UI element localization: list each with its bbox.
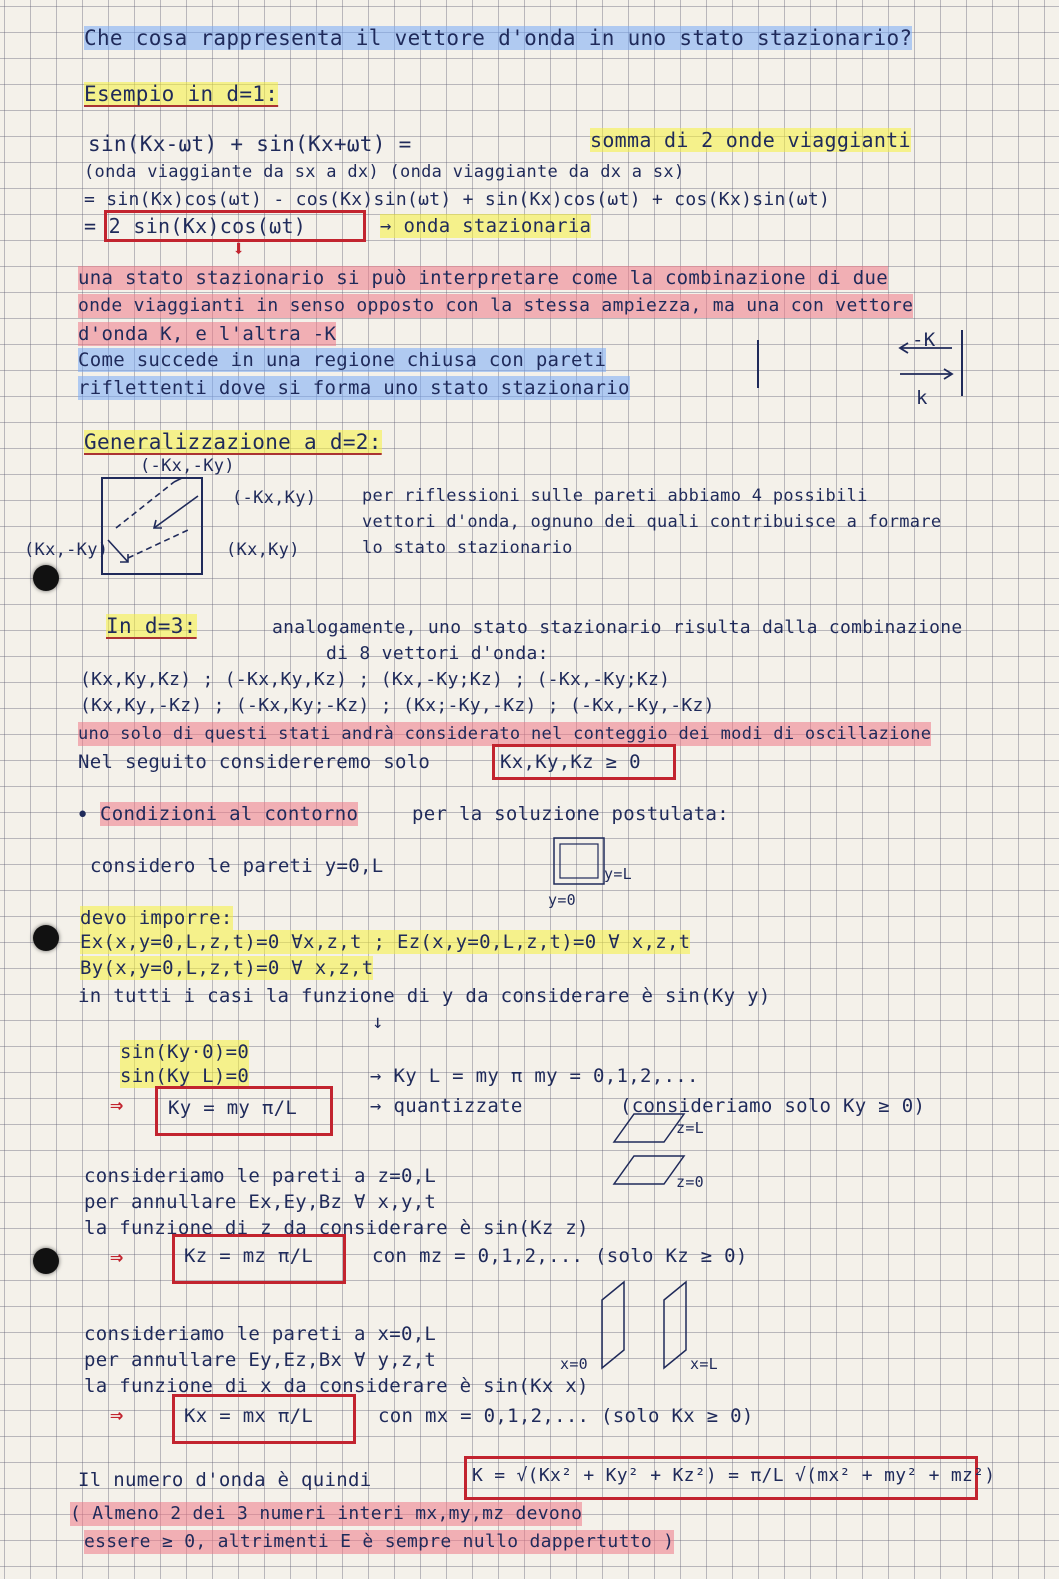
bc-sin-L: sin(Ky L)=0 (120, 1065, 250, 1087)
vector-label-right-top: (-Kx,Ky) (232, 488, 317, 508)
kx-result: Kx = mx π/L (184, 1405, 314, 1427)
d2-text-2: vettori d'onda, ognuno dei quali contribuisce a formare (362, 512, 942, 532)
bc-function-x: la funzione di x da considerare è sin(Kx x) (84, 1375, 589, 1397)
eq-line-1: sin(Kx-ωt) + sin(Kx+ωt) = (88, 132, 412, 156)
final-formula: K = √(Kx² + Ky² + Kz²) = π/L √(mx² + my² + mz²) (472, 1465, 996, 1486)
binder-hole (33, 565, 59, 591)
example-1-heading: Esempio in d=1: (84, 82, 279, 106)
d3-text-2: di 8 vettori d'onda: (326, 643, 549, 664)
final-text: Il numero d'onda è quindi (78, 1469, 372, 1491)
d3-positive-box-frame (492, 744, 676, 780)
bc-ky-quant: → Ky L = my π my = 0,1,2,... (370, 1065, 699, 1087)
bc-heading: Condizioni al contorno (100, 803, 359, 825)
bc-z-walls: consideriamo le pareti a z=0,L (84, 1165, 437, 1187)
implies-arrow-icon-z: ⇒ (110, 1245, 124, 1270)
kx-note: con mx = 0,1,2,... (solo Kx ≥ 0) (378, 1405, 754, 1427)
y-walls-label-0: y=0 (548, 891, 576, 909)
d2-text-3: lo stato stazionario (362, 538, 573, 558)
vector-label-right-bottom: (Kx,Ky) (226, 540, 300, 560)
eq-line-2: = sin(Kx)cos(ωt) - cos(Kx)sin(ωt) + sin(Kx)cos(ωt) + cos(Kx)sin(ωt) (84, 189, 831, 210)
minus-k-label: -K (912, 329, 936, 351)
bc-sin-0: sin(Ky·0)=0 (120, 1041, 250, 1063)
bc-y-walls: considero le pareti y=0,L (90, 855, 384, 877)
eq-line-3-note: → onda stazionaria (380, 215, 592, 237)
binder-hole (33, 1248, 59, 1274)
z-walls-figure (604, 1112, 724, 1192)
bc-function-z: la funzione di z da considerare è sin(Kz z) (84, 1217, 589, 1239)
ky-positive-note: (consideriamo solo Ky ≥ 0) (620, 1095, 926, 1117)
vector-label-left: (Kx,-Ky) (24, 540, 109, 560)
eq-line-3: = 2 sin(Kx)cos(ωt) (84, 214, 307, 238)
bc-heading-2: per la soluzione postulata: (412, 803, 729, 825)
x-walls-figure (594, 1280, 744, 1370)
k-label: k (916, 387, 928, 409)
bc-eq-1: Ex(x,y=0,L,z,t)=0 ∀x,z,t ; Ez(x,y=0,L,z,t)=0 ∀ x,z,t (80, 931, 691, 953)
z-walls-label-L: z=L (676, 1119, 704, 1137)
example-3-heading: In d=3: (106, 614, 197, 638)
paragraph-line-1: una stato stazionario si può interpretare come la combinazione di due (78, 267, 888, 289)
x-walls-label-0: x=0 (560, 1355, 588, 1373)
paragraph-line-4: Come succede in una regione chiusa con pareti (78, 349, 607, 371)
bullet: • (76, 803, 90, 828)
d2-text-1: per riflessioni sulle pareti abbiamo 4 possibili (362, 486, 868, 506)
eq-line-1-sub: (onda viaggiante da sx a dx) (onda viaggiante da dx a sx) (84, 162, 685, 182)
reflection-2d-figure (98, 470, 238, 580)
bc-x-annul: per annullare Ey,Ez,Bx ∀ y,z,t (84, 1349, 437, 1371)
down-arrow-icon-2: ↓ (372, 1011, 384, 1033)
d3-vectors-row-1: (Kx,Ky,Kz) ; (-Kx,Ky,Kz) ; (Kx,-Ky;Kz) ; (-Kx,-Ky;Kz) (80, 669, 671, 690)
vector-label-top: (-Kx,-Ky) (140, 456, 235, 476)
y-walls-label-L: y=L (604, 865, 632, 883)
x-walls-label-L: x=L (690, 1355, 718, 1373)
paragraph-line-3: d'onda K, e l'altra -K (78, 323, 337, 345)
final-note-2: essere ≥ 0, altrimenti E è sempre nullo dappertutto ) (84, 1531, 675, 1552)
binder-hole (33, 925, 59, 951)
d3-text-4: Nel seguito considereremo solo (78, 751, 431, 773)
bc-function-y: in tutti i casi la funzione di y da considerare è sin(Ky y) (78, 985, 771, 1007)
bc-x-walls: consideriamo le pareti a x=0,L (84, 1323, 437, 1345)
d3-positive-box: Kx,Ky,Kz ≥ 0 (500, 751, 641, 773)
bc-z-annul: per annullare Ex,Ey,Bz ∀ x,y,t (84, 1191, 437, 1213)
ky-result: Ky = my π/L (168, 1097, 298, 1119)
reflection-1d-figure (740, 320, 980, 410)
eq-line-1-note: somma di 2 onde viaggianti (590, 128, 911, 152)
page-title: Che cosa rappresenta il vettore d'onda in uno stato stazionario? (84, 26, 913, 50)
paragraph-line-5: riflettenti dove si forma uno stato stazionario (78, 377, 630, 399)
paragraph-line-2: onde viaggianti in senso opposto con la stessa ampiezza, ma una con vettore (78, 295, 914, 316)
kz-note: con mz = 0,1,2,... (solo Kz ≥ 0) (372, 1245, 748, 1267)
implies-arrow-icon: ⇒ (110, 1093, 124, 1118)
implies-arrow-icon-x: ⇒ (110, 1403, 124, 1428)
kz-result: Kz = mz π/L (184, 1245, 314, 1267)
ky-quantized-note: → quantizzate (370, 1095, 523, 1117)
final-note-1: ( Almeno 2 dei 3 numeri interi mx,my,mz devono (70, 1503, 583, 1524)
example-2-heading: Generalizzazione a d=2: (84, 430, 382, 454)
d3-text-1: analogamente, uno stato stazionario risulta dalla combinazione (272, 617, 963, 638)
down-arrow-icon: ⬇ (232, 237, 246, 262)
bc-impose: devo imporre: (80, 907, 233, 929)
z-walls-label-0: z=0 (676, 1173, 704, 1191)
d3-vectors-row-2: (Kx,Ky,-Kz) ; (-Kx,Ky;-Kz) ; (Kx;-Ky,-Kz) ; (-Kx,-Ky,-Kz) (80, 695, 715, 716)
d3-text-3: uno solo di questi stati andrà considerato nel conteggio dei modi di oscillazione (78, 724, 932, 744)
bc-eq-2: By(x,y=0,L,z,t)=0 ∀ x,z,t (80, 957, 374, 979)
